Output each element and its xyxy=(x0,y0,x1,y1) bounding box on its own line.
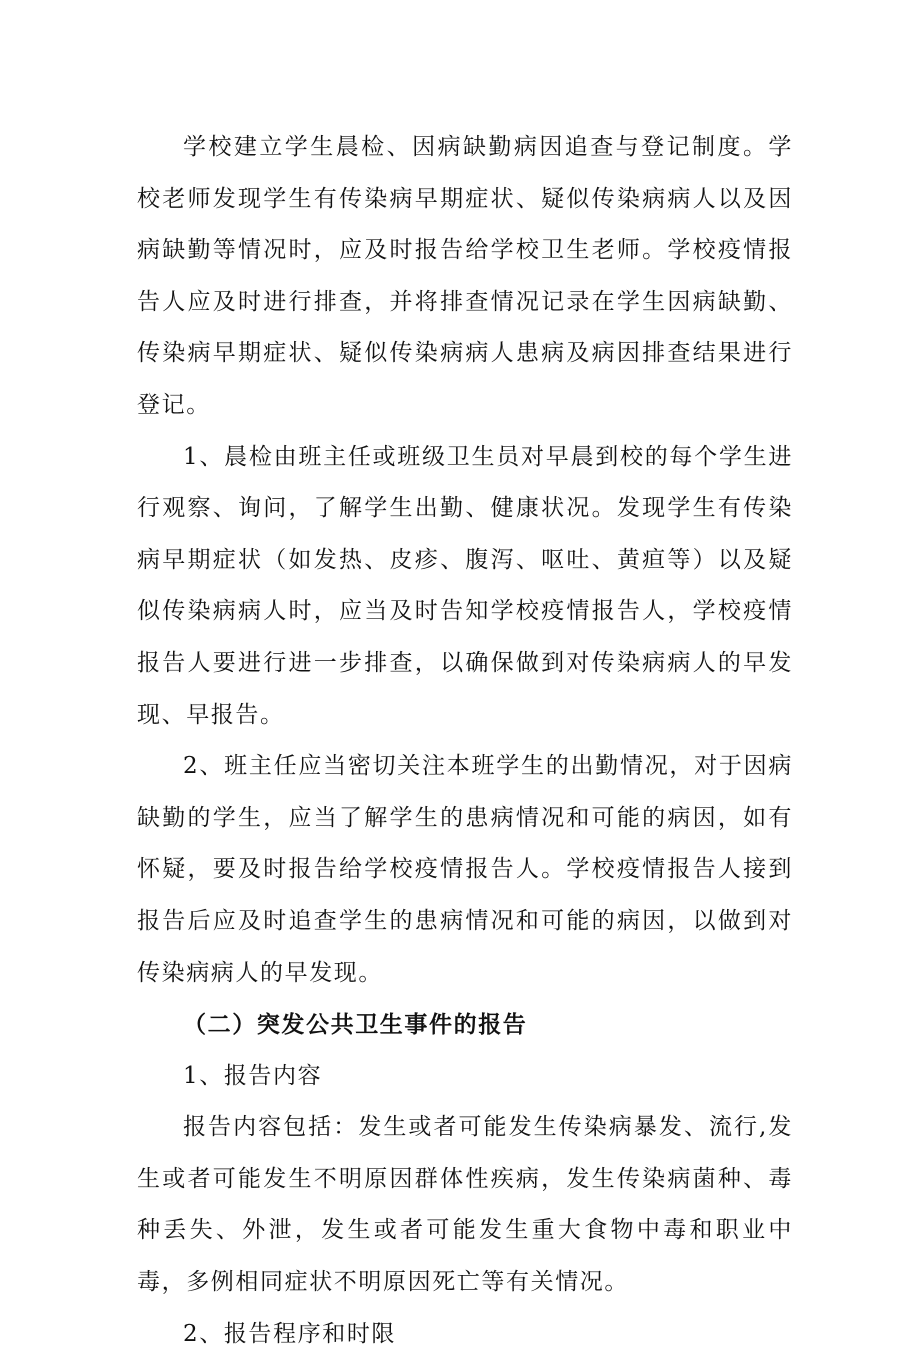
document-body xyxy=(137,122,793,1360)
paragraph-absence-tracking: 2、班主任应当密切关注本班学生的出勤情况，对于因病缺勤的学生，应当了解学生的患病情况和可能的病因，如有怀疑，要及时报告给学校疫情报告人。学校疫情报告人接到报告后应及时追查学生的患病情况和可能的病因，以做到对传染病病人的早发现。 xyxy=(137,753,793,986)
item-2-title: 2、报告程序和时限 xyxy=(183,1320,397,1347)
paragraph-morning-check-procedure: 1、晨检由班主任或班级卫生员对早晨到校的每个学生进行观察、询问，了解学生出勤、健康状况。发现学生有传染病早期症状（如发热、皮疹、腹泻、呕吐、黄疸等）以及疑似传染病病人时，应当及时告知学校疫情报告人，学校疫情报告人要进行进一步排查，以确保做到对传染病病人的早发现、早报告。 xyxy=(137,443,793,728)
paragraph-morning-check-system: 学校建立学生晨检、因病缺勤病因追查与登记制度。学校老师发现学生有传染病早期症状、疑似传染病病人以及因病缺勤等情况时，应及时报告给学校卫生老师。学校疫情报告人应及时进行排查，并将排查情况记录在学生因病缺勤、传染病早期症状、疑似传染病病人患病及病因排查结果进行登记。 xyxy=(137,134,793,418)
item-1-title: 1、报告内容 xyxy=(183,1062,323,1089)
section-heading: （二）突发公共卫生事件的报告 xyxy=(183,1011,528,1039)
item-1-body: 报告内容包括：发生或者可能发生传染病暴发、流行,发生或者可能发生不明原因群体性疾病，发生传染病菌种、毒种丢失、外泄，发生或者可能发生重大食物中毒和职业中毒，多例相同症状不明原因死亡等有关情况。 xyxy=(137,1114,793,1296)
